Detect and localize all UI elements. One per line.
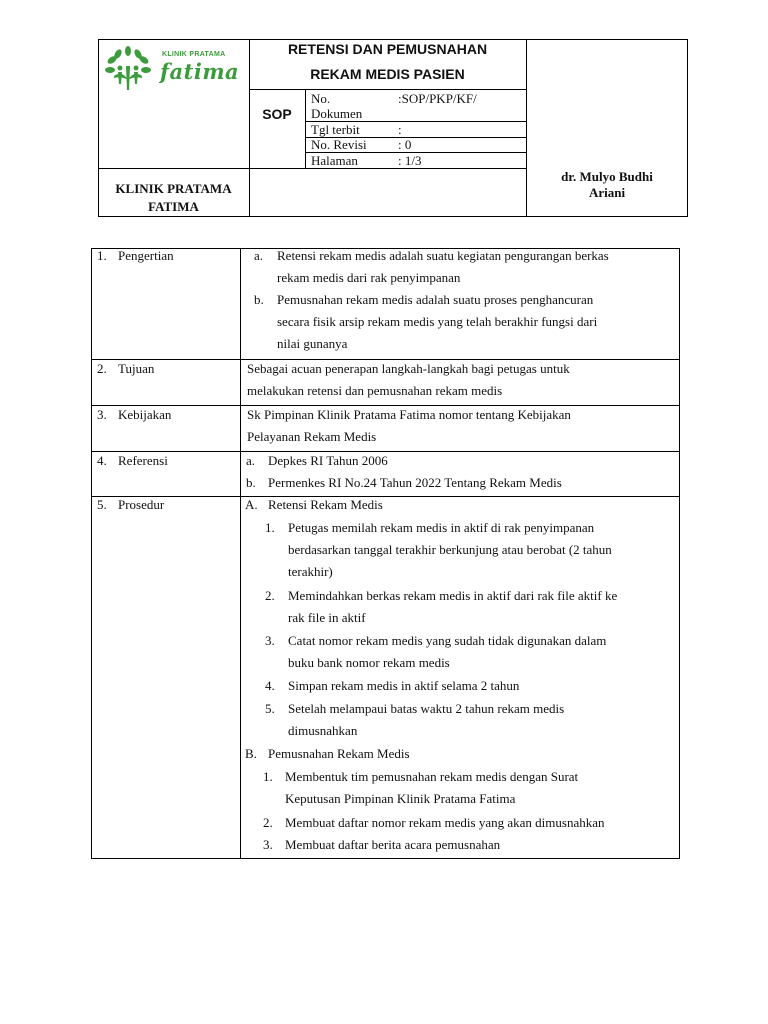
list-item: Depkes RI Tahun 2006 [268, 453, 388, 468]
text-line: Membuat daftar berita acara pemusnahan [285, 837, 501, 852]
title-line: RETENSI DAN PEMUSNAHAN [287, 41, 488, 57]
text-line: Sebagai acuan penerapan langkah-langkah bagi petugas untuk [247, 361, 570, 376]
table-column-divider [240, 248, 241, 859]
sop-label: SOP [262, 106, 292, 122]
step-number: 2. [265, 588, 275, 603]
clinic-name-line: KLINIK PRATAMA [115, 181, 232, 196]
step-number: 3. [263, 837, 273, 852]
section-label-referensi: Referensi [118, 453, 168, 468]
clinic-name [98, 180, 249, 216]
text-line: Pelayanan Rekam Medis [247, 429, 377, 444]
step-number: 4. [265, 678, 275, 693]
list-marker: a. [254, 248, 264, 263]
meta-label: Halaman [311, 153, 358, 168]
table-row-divider [91, 496, 680, 497]
group-marker: B. [245, 746, 257, 761]
step-number: 5. [265, 701, 275, 716]
step-item [288, 517, 673, 583]
text-line: Membentuk tim pemusnahan rekam medis dengan Surat [285, 769, 579, 784]
meta-label: Tgl terbit [311, 122, 360, 137]
text-line: berdasarkan tanggal terakhir berkunjung atau berobat (2 tahun [288, 542, 612, 557]
step-item [288, 698, 673, 742]
section-label-tujuan: Tujuan [118, 361, 155, 376]
step-number: 1. [265, 520, 275, 535]
section-number: 1. [97, 248, 107, 263]
meta-label: No. Revisi [311, 137, 367, 152]
list-marker: a. [246, 453, 256, 468]
signer-name [526, 169, 688, 201]
text-line: Setelah melampaui batas waktu 2 tahun rekam medis [288, 701, 565, 716]
text-line: Simpan rekam medis in aktif selama 2 tahun [288, 678, 520, 693]
text-line: Retensi rekam medis adalah suatu kegiatan pengurangan berkas [277, 248, 609, 263]
list-item: Permenkes RI No.24 Tahun 2022 Tentang Rekam Medis [268, 475, 562, 490]
step-item [288, 675, 673, 697]
meta-value: : [398, 122, 402, 137]
text-line: Sk Pimpinan Klinik Pratama Fatima nomor tentang Kebijakan [247, 407, 571, 422]
meta-value: : 0 [398, 137, 412, 152]
list-item [277, 289, 672, 355]
text-line: Membuat daftar nomor rekam medis yang akan dimusnahkan [285, 815, 605, 830]
text-line: Memindahkan berkas rekam medis in aktif dari rak file aktif ke [288, 588, 618, 603]
section-label-pengertian: Pengertian [118, 248, 174, 263]
text-line: Pemusnahan rekam medis adalah suatu proses penghancuran [277, 292, 594, 307]
logo-small-text: KLINIK PRATAMA [162, 51, 226, 58]
group-title: Retensi Rekam Medis [268, 497, 383, 512]
group-marker: A. [245, 497, 258, 512]
text-line: Keputusan Pimpinan Klinik Pratama Fatima [285, 791, 516, 806]
list-item [277, 245, 672, 289]
text-line: buku bank nomor rekam medis [288, 655, 450, 670]
header-divider [98, 168, 526, 169]
text-line: nilai gunanya [277, 336, 348, 351]
step-number: 3. [265, 633, 275, 648]
text-line: secara fisik arsip rekam medis yang telah berakhir fungsi dari [277, 314, 598, 329]
text-line: Catat nomor rekam medis yang sudah tidak digunakan dalam [288, 633, 607, 648]
section-body [247, 404, 673, 448]
clinic-logo [102, 46, 248, 96]
logo-brand-text: fatima [160, 59, 240, 84]
header-divider [305, 89, 306, 168]
meta-value: :SOP/PKP/KF/ [398, 91, 477, 106]
section-label-prosedur: Prosedur [118, 497, 165, 512]
signer-line: Ariani [588, 185, 626, 200]
text-line: terakhir) [288, 564, 333, 579]
step-item [288, 630, 673, 674]
section-number: 5. [97, 497, 107, 512]
step-item [285, 812, 673, 834]
list-marker: b. [246, 475, 256, 490]
step-item [285, 834, 673, 856]
section-label-kebijakan: Kebijakan [118, 407, 172, 422]
section-number: 4. [97, 453, 107, 468]
step-item [288, 585, 673, 629]
title-line: REKAM MEDIS PASIEN [310, 66, 465, 82]
header-divider [249, 89, 526, 90]
section-number: 2. [97, 361, 107, 376]
text-line: rekam medis dari rak penyimpanan [277, 270, 461, 285]
document-title [249, 37, 526, 87]
section-body [247, 358, 673, 402]
meta-label: No. Dokumen [311, 91, 363, 121]
meta-value: : 1/3 [398, 153, 422, 168]
step-number: 1. [263, 769, 273, 784]
step-number: 2. [263, 815, 273, 830]
group-title: Pemusnahan Rekam Medis [268, 746, 410, 761]
section-number: 3. [97, 407, 107, 422]
text-line: rak file in aktif [288, 610, 366, 625]
text-line: dimusnahkan [288, 723, 358, 738]
text-line: melakukan retensi dan pemusnahan rekam medis [247, 383, 503, 398]
text-line: Petugas memilah rekam medis in aktif di rak penyimpanan [288, 520, 595, 535]
clinic-name-line: FATIMA [148, 199, 199, 214]
step-item [285, 766, 673, 810]
list-marker: b. [254, 292, 264, 307]
signer-line: dr. Mulyo Budhi [561, 169, 653, 184]
